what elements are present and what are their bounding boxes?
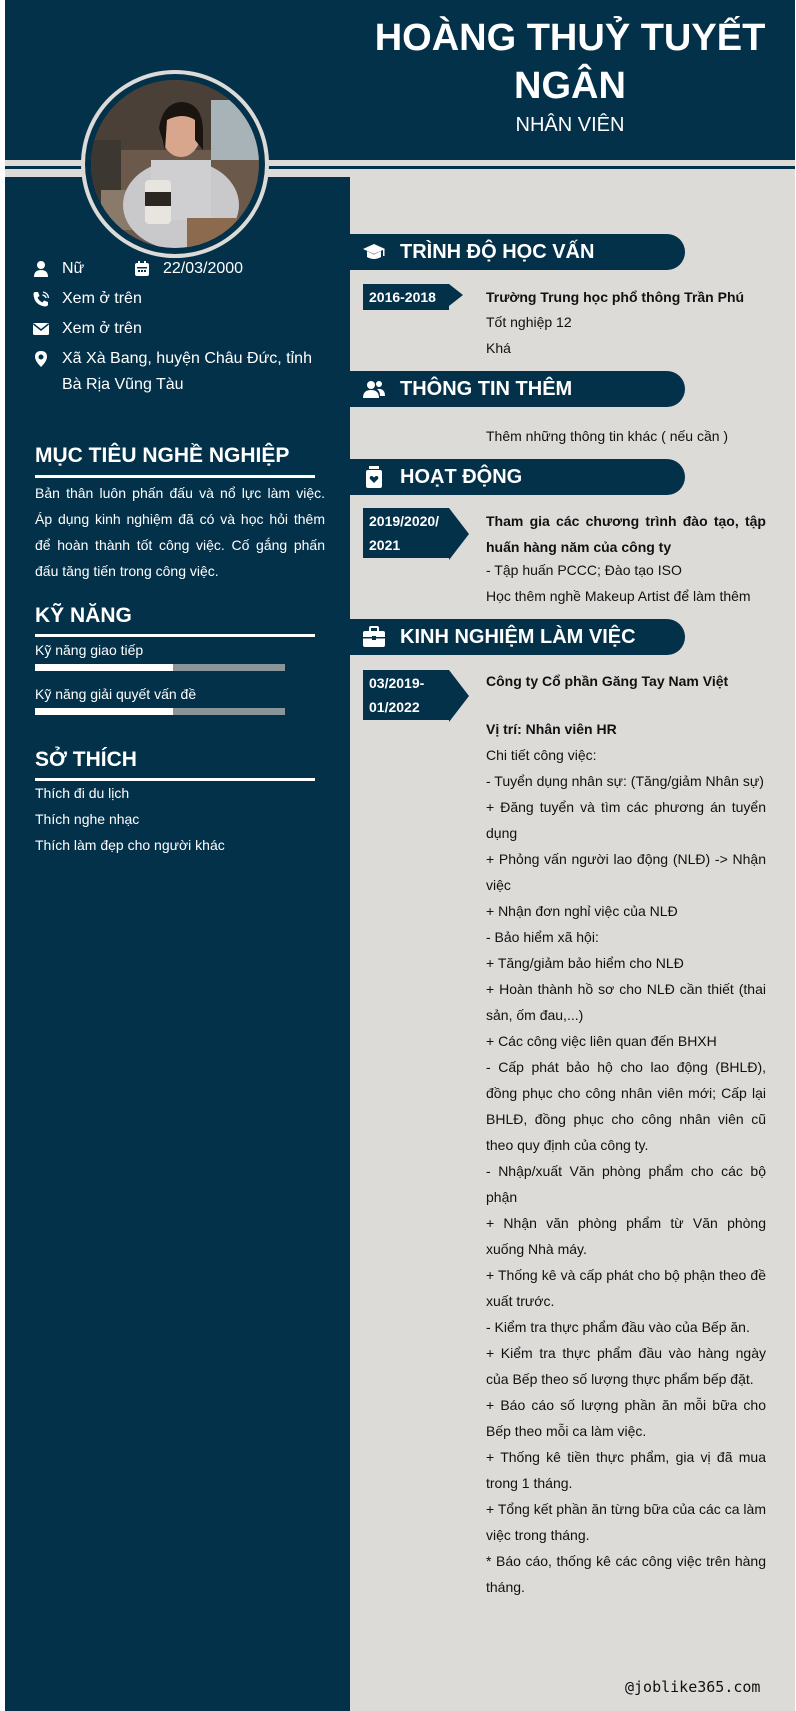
email-value: Xem ở trên <box>62 320 142 337</box>
skill-name: Kỹ năng giải quyết vấn đề <box>35 686 197 702</box>
birthday-value: 22/03/2000 <box>163 260 244 277</box>
activities-title: HOẠT ĐỘNG <box>400 466 523 488</box>
experience-line: + Kiểm tra thực phẩm đầu vào hàng ngày của Bếp theo số lượng thực phẩm bếp đặt. <box>486 1345 766 1387</box>
experience-line: + Đăng tuyển và tìm các phương án tuyển dụng <box>486 799 766 841</box>
activities-line: - Tập huấn PCCC; Đào tạo ISO <box>486 562 682 578</box>
more-info-title: THÔNG TIN THÊM <box>400 378 573 400</box>
envelope-icon <box>32 320 50 338</box>
experience-line: + Nhận đơn nghỉ việc của NLĐ <box>486 903 678 919</box>
experience-line: + Hoàn thành hồ sơ cho NLĐ cần thiết (thai sản, ốm đau,...) <box>486 981 766 1023</box>
activities-date-line: 2019/2020/ <box>369 513 440 529</box>
more-info-banner <box>350 371 685 407</box>
experience-position: Vị trí: Nhân viên HR <box>486 721 617 737</box>
experience-line: + Các công việc liên quan đến BHXH <box>486 1033 717 1049</box>
education-title: TRÌNH ĐỘ HỌC VẤN <box>400 241 595 263</box>
calendar-icon <box>133 260 151 278</box>
experience-date-line: 01/2022 <box>369 699 420 715</box>
phone-value: Xem ở trên <box>62 290 142 307</box>
experience-line: - Tuyển dụng nhân sự: (Tăng/giảm Nhân sự) <box>486 773 764 789</box>
users-icon <box>362 377 386 401</box>
education-detail: Khá <box>486 340 511 356</box>
education-banner <box>350 234 685 270</box>
experience-title: KINH NGHIỆM LÀM VIỆC <box>400 626 636 648</box>
location-pin-icon <box>32 350 50 368</box>
activities-date-line: 2021 <box>369 537 401 553</box>
skill-bar-fill <box>35 708 173 715</box>
experience-line: + Nhận văn phòng phẩm từ Văn phòng xuống Nhà máy. <box>486 1215 766 1257</box>
skill-bar-fill <box>35 664 173 671</box>
skill-name: Kỹ năng giao tiếp <box>35 642 144 658</box>
activities-date <box>363 508 449 558</box>
sidebar <box>5 177 350 1711</box>
watermark: @joblike365.com <box>625 1678 761 1696</box>
education-date: 2016-2018 <box>363 284 449 310</box>
experience-date <box>363 670 449 720</box>
hobby-item: Thích làm đẹp cho người khác <box>35 837 225 853</box>
experience-line: - Bảo hiểm xã hội: <box>486 929 599 945</box>
education-detail: Tốt nghiệp 12 <box>486 314 572 330</box>
education-school: Trường Trung học phổ thông Trần Phú <box>486 289 745 305</box>
experience-line: + Tăng/giảm bảo hiểm cho NLĐ <box>486 955 684 971</box>
skills-underline <box>35 634 315 637</box>
experience-banner <box>350 619 685 655</box>
experience-line: + Báo cáo số lượng phần ăn mỗi bữa cho Bếp theo mỗi ca làm việc. <box>486 1397 766 1439</box>
experience-line: - Kiểm tra thực phẩm đầu vào của Bếp ăn. <box>486 1319 750 1335</box>
objective-title: MỤC TIÊU NGHỀ NGHIỆP <box>35 444 290 467</box>
gender-value: Nữ <box>62 260 85 277</box>
objective-text: Bản thân luôn phấn đấu và nổ lực làm việc. Áp dụng kinh nghiệm đã có và học hỏi thêm để hoàn thành tốt công việc. Cố gắng phấn đấu tăng tiến trong công việc. <box>35 485 325 579</box>
experience-line: + Thống kê và cấp phát cho bộ phận theo đề xuất trước. <box>486 1267 766 1309</box>
candidate-role: NHÂN VIÊN <box>515 114 625 136</box>
experience-line: + Tổng kết phần ăn từng bữa của các ca làm việc trong tháng. <box>486 1501 766 1543</box>
activities-line: Học thêm nghề Makeup Artist để làm thêm <box>486 588 751 604</box>
hobby-item: Thích nghe nhạc <box>35 811 140 827</box>
experience-line: + Thống kê tiền thực phẩm, gia vị đã mua trong 1 tháng. <box>486 1449 766 1491</box>
activities-heading: Tham gia các chương trình đào tạo, tập huấn hàng năm của công ty <box>486 513 766 555</box>
experience-line: Chi tiết công việc: <box>486 747 597 763</box>
experience-line: - Nhập/xuất Văn phòng phẩm cho các bộ phận <box>486 1163 766 1205</box>
hobbies-title: SỞ THÍCH <box>35 748 137 771</box>
experience-line: * Báo cáo, thống kê các công việc trên hàng tháng. <box>486 1553 766 1595</box>
experience-details <box>486 742 766 1600</box>
person-icon <box>32 260 50 278</box>
hobby-item: Thích đi du lịch <box>35 785 130 801</box>
hobbies-underline <box>35 778 315 781</box>
more-info-text: Thêm những thông tin khác ( nếu cần ) <box>486 428 729 444</box>
experience-line: - Cấp phát bảo hộ cho lao động (BHLĐ), đồng phục cho công nhân viên mới; Cấp lại BHLĐ, đồng phục cho công nhân viên cũ theo quy định của công ty. <box>486 1059 766 1153</box>
resume-page <box>5 0 795 1711</box>
skills-title: KỸ NĂNG <box>35 604 132 627</box>
experience-line: + Phỏng vấn người lao động (NLĐ) -> Nhận việc <box>486 851 766 893</box>
briefcase-icon <box>362 625 386 649</box>
objective-underline <box>35 475 315 478</box>
avatar <box>91 80 259 248</box>
address-value: Xã Xà Bang, huyện Châu Đức, tỉnh Bà Rịa Vũng Tàu <box>62 350 312 393</box>
activities-banner <box>350 459 685 495</box>
experience-date-line: 03/2019- <box>369 675 425 691</box>
skill-bar <box>35 664 285 671</box>
skill-bar <box>35 708 285 715</box>
heart-jar-icon <box>362 465 386 489</box>
candidate-name: HOÀNG THUỶ TUYẾT NGÂN <box>374 17 766 107</box>
phone-icon <box>32 290 50 308</box>
graduation-cap-icon <box>362 240 386 264</box>
experience-company: Công ty Cổ phần Găng Tay Nam Việt <box>486 673 729 689</box>
